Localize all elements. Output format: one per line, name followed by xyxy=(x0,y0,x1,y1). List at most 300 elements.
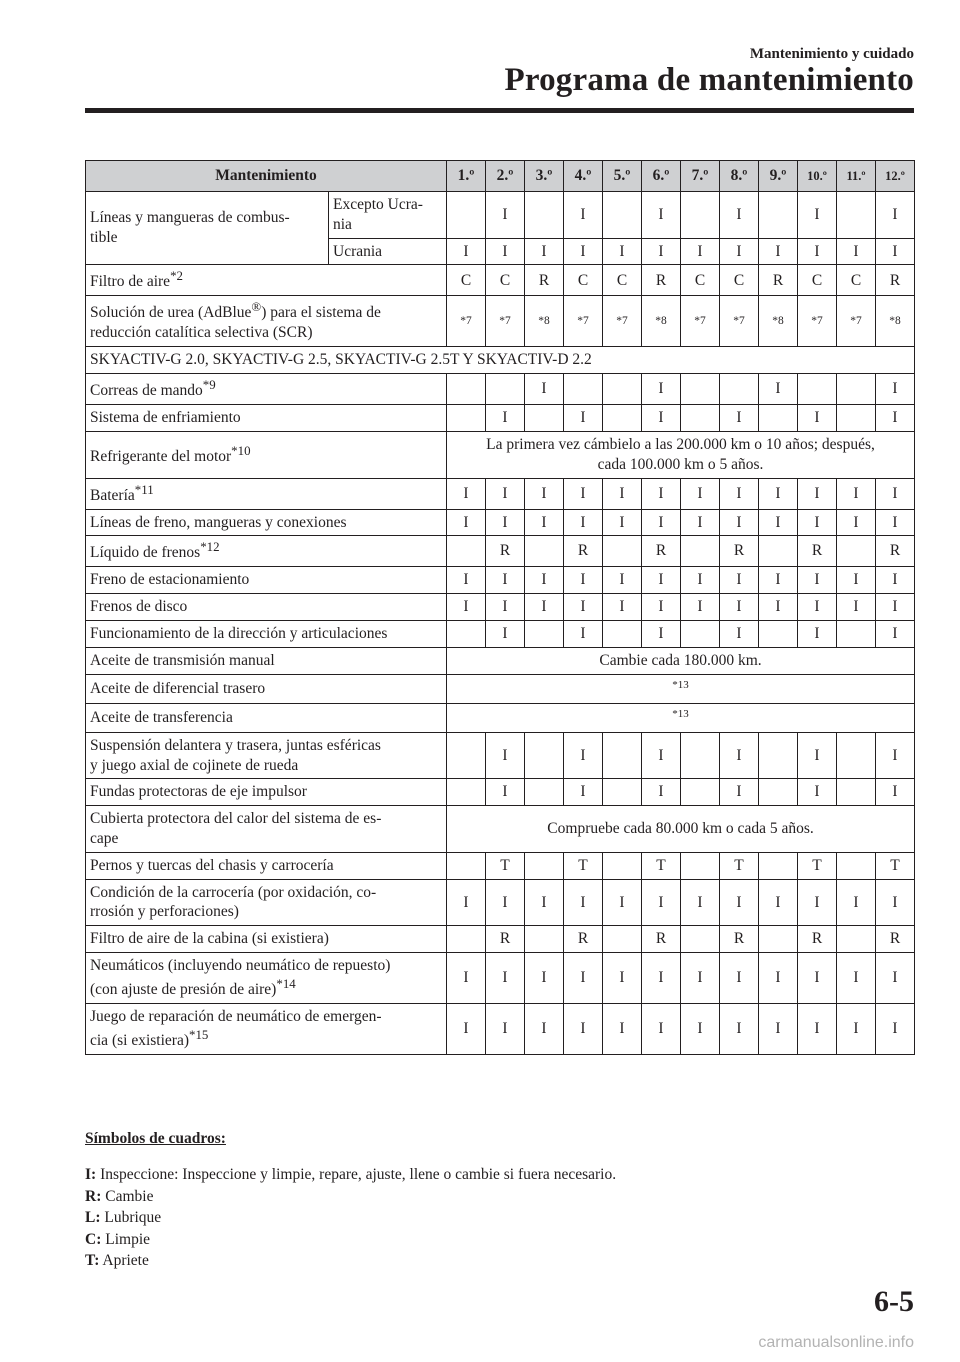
interval-cell: I xyxy=(759,953,798,1004)
interval-cell: I xyxy=(525,509,564,536)
interval-cell xyxy=(837,852,876,879)
interval-cell: I xyxy=(603,567,642,594)
interval-cell xyxy=(681,374,720,405)
interval-cell: I xyxy=(447,879,486,926)
interval-cell xyxy=(681,779,720,806)
interval-cell: I xyxy=(798,953,837,1004)
interval-cell: I xyxy=(837,1003,876,1054)
item-sublabel xyxy=(329,192,447,239)
interval-cell: R xyxy=(525,265,564,296)
item-label xyxy=(86,567,447,594)
span-note-text: La primera vez cámbielo a las 200.000 km o 10 años; después, cada 100.000 km o 5 años. xyxy=(486,435,875,473)
interval-cell: I xyxy=(798,1003,837,1054)
interval-cell xyxy=(447,405,486,432)
interval-cell: *8 xyxy=(876,296,915,347)
interval-cell: *7 xyxy=(564,296,603,347)
interval-cell: *7 xyxy=(720,296,759,347)
interval-cell xyxy=(525,621,564,648)
interval-cell: I xyxy=(486,1003,525,1054)
interval-cell: I xyxy=(486,509,525,536)
interval-cell xyxy=(525,732,564,779)
interval-cell: T xyxy=(876,852,915,879)
table-row xyxy=(86,594,915,621)
item-label xyxy=(86,779,447,806)
interval-cell: C xyxy=(798,265,837,296)
interval-cell: I xyxy=(798,732,837,779)
item-label-text: Aceite de transmisión manual xyxy=(90,651,275,669)
interval-cell: I xyxy=(876,594,915,621)
interval-cell: R xyxy=(720,926,759,953)
table-row xyxy=(86,1003,915,1054)
interval-cell xyxy=(486,374,525,405)
interval-cell xyxy=(447,732,486,779)
interval-cell: *8 xyxy=(525,296,564,347)
interval-cell: *7 xyxy=(681,296,720,347)
interval-cell: I xyxy=(876,509,915,536)
interval-cell xyxy=(564,374,603,405)
item-sublabel-text: Excepto Ucra- nia xyxy=(333,196,423,233)
legend-item xyxy=(85,1164,616,1186)
table-row xyxy=(86,953,915,1004)
table-row xyxy=(86,192,915,239)
interval-header: 6.º xyxy=(642,161,681,192)
interval-cell: R xyxy=(486,926,525,953)
interval-cell: I xyxy=(720,192,759,239)
interval-cell: I xyxy=(603,509,642,536)
interval-cell xyxy=(603,732,642,779)
interval-cell: I xyxy=(525,478,564,509)
item-sublabel xyxy=(329,238,447,265)
interval-cell xyxy=(681,405,720,432)
interval-header: 9.º xyxy=(759,161,798,192)
interval-cell: I xyxy=(837,594,876,621)
interval-cell xyxy=(837,926,876,953)
item-label xyxy=(86,265,447,296)
interval-cell: T xyxy=(798,852,837,879)
item-label-text: Suspensión delantera y trasera, juntas esféricas y juego axial de cojinete de rueda xyxy=(90,736,381,774)
interval-cell: I xyxy=(759,374,798,405)
interval-cell: T xyxy=(564,852,603,879)
table-header-row xyxy=(86,161,915,192)
page-number: 6-5 xyxy=(874,1285,914,1318)
item-label xyxy=(86,594,447,621)
header-rule xyxy=(85,108,914,113)
table-row xyxy=(86,536,915,567)
legend-item xyxy=(85,1207,616,1229)
item-label-text: Aceite de diferencial trasero xyxy=(90,679,266,697)
item-label-text: Líquido de frenos xyxy=(90,544,201,562)
interval-cell: I xyxy=(642,953,681,1004)
interval-cell xyxy=(798,374,837,405)
interval-cell xyxy=(837,732,876,779)
item-label xyxy=(86,374,447,405)
item-label xyxy=(86,647,447,674)
interval-cell: R xyxy=(798,926,837,953)
interval-cell: I xyxy=(681,478,720,509)
interval-cell: I xyxy=(603,238,642,265)
legend xyxy=(85,1164,616,1272)
legend-key: T: xyxy=(85,1252,100,1270)
item-label xyxy=(86,478,447,509)
item-label xyxy=(86,296,447,347)
interval-cell: I xyxy=(720,478,759,509)
interval-cell: I xyxy=(681,238,720,265)
interval-cell: I xyxy=(642,1003,681,1054)
table-row xyxy=(86,478,915,509)
interval-cell: I xyxy=(720,1003,759,1054)
interval-cell: C xyxy=(486,265,525,296)
interval-cell: I xyxy=(759,594,798,621)
item-label xyxy=(86,732,447,779)
table-row xyxy=(86,926,915,953)
interval-cell xyxy=(447,779,486,806)
interval-cell xyxy=(759,405,798,432)
interval-cell: I xyxy=(564,779,603,806)
interval-cell: R xyxy=(759,265,798,296)
section-row-label: SKYACTIV-G 2.0, SKYACTIV-G 2.5, SKYACTIV-G 2.5T Y SKYACTIV-D 2.2 xyxy=(86,347,915,374)
interval-header: 5.º xyxy=(603,161,642,192)
item-label-text: Aceite de transferencia xyxy=(90,708,233,726)
interval-cell xyxy=(525,852,564,879)
interval-cell: I xyxy=(564,567,603,594)
table-row xyxy=(86,674,915,703)
legend-text: Cambie xyxy=(105,1187,154,1205)
span-note-cell xyxy=(447,806,915,853)
interval-cell: R xyxy=(642,926,681,953)
interval-cell: I xyxy=(759,567,798,594)
item-label-tail: ) para el sistema de reducción catalítica selectiva (SCR) xyxy=(90,304,381,342)
interval-header: 4.º xyxy=(564,161,603,192)
interval-cell: R xyxy=(876,265,915,296)
interval-cell: C xyxy=(720,265,759,296)
interval-cell: T xyxy=(486,852,525,879)
interval-header: 8.º xyxy=(720,161,759,192)
interval-cell: R xyxy=(564,536,603,567)
item-label-text: Condición de la carrocería (por oxidación, co- rrosión y perforaciones) xyxy=(90,883,377,921)
interval-cell: I xyxy=(564,621,603,648)
interval-cell: I xyxy=(642,594,681,621)
item-label xyxy=(86,1003,447,1054)
interval-cell: I xyxy=(876,879,915,926)
interval-cell: I xyxy=(876,405,915,432)
item-label-text: Correas de mando xyxy=(90,382,203,400)
interval-header: 3.º xyxy=(525,161,564,192)
interval-cell: I xyxy=(876,374,915,405)
interval-cell: *8 xyxy=(642,296,681,347)
interval-cell: I xyxy=(798,238,837,265)
interval-cell xyxy=(447,536,486,567)
interval-cell: I xyxy=(603,953,642,1004)
section-header: Mantenimiento y cuidado xyxy=(749,46,914,62)
interval-header: 7.º xyxy=(681,161,720,192)
item-label-text: Solución de urea (AdBlue xyxy=(90,304,252,322)
interval-cell: I xyxy=(681,567,720,594)
footnote-ref: *15 xyxy=(188,1026,209,1042)
interval-cell: I xyxy=(876,1003,915,1054)
interval-cell: I xyxy=(447,953,486,1004)
interval-cell: R xyxy=(642,536,681,567)
interval-cell: I xyxy=(642,238,681,265)
interval-cell: R xyxy=(720,536,759,567)
interval-cell: C xyxy=(447,265,486,296)
interval-cell: I xyxy=(486,405,525,432)
interval-cell: *7 xyxy=(486,296,525,347)
legend-key: I: xyxy=(85,1166,97,1183)
interval-cell: I xyxy=(447,478,486,509)
footnote-ref: *14 xyxy=(276,975,296,991)
interval-cell: I xyxy=(759,509,798,536)
table-row xyxy=(86,621,915,648)
item-label-text: Batería xyxy=(90,486,135,504)
footnote-ref: *10 xyxy=(231,442,251,458)
interval-cell: I xyxy=(720,567,759,594)
interval-cell: R xyxy=(564,926,603,953)
interval-cell xyxy=(603,405,642,432)
interval-cell: I xyxy=(642,478,681,509)
interval-cell: I xyxy=(837,567,876,594)
item-label-text: Cubierta protectora del calor del sistema de es- cape xyxy=(90,810,382,847)
interval-cell xyxy=(759,852,798,879)
interval-cell: I xyxy=(759,478,798,509)
interval-cell: I xyxy=(642,779,681,806)
interval-cell: C xyxy=(564,265,603,296)
interval-cell: R xyxy=(876,926,915,953)
table-row xyxy=(86,852,915,879)
interval-cell: I xyxy=(798,621,837,648)
footnote-ref: *12 xyxy=(200,539,220,555)
interval-cell xyxy=(837,621,876,648)
interval-cell: I xyxy=(603,879,642,926)
interval-cell: I xyxy=(798,192,837,239)
interval-cell: I xyxy=(798,779,837,806)
interval-cell xyxy=(603,852,642,879)
footnote-ref: *11 xyxy=(134,481,154,497)
interval-cell: I xyxy=(564,238,603,265)
interval-cell: *7 xyxy=(837,296,876,347)
legend-text: Lubrique xyxy=(104,1209,162,1227)
interval-cell: I xyxy=(876,478,915,509)
registered-mark: ® xyxy=(251,299,262,315)
item-label-text: Pernos y tuercas del chasis y carrocería xyxy=(90,856,334,874)
item-label xyxy=(86,953,447,1004)
table-row xyxy=(86,647,915,674)
interval-cell xyxy=(759,192,798,239)
table-body xyxy=(86,192,915,1055)
interval-cell xyxy=(603,926,642,953)
span-note-text: Cambie cada 180.000 km. xyxy=(599,651,762,669)
watermark: carmanualsonline.info xyxy=(758,1334,914,1351)
footnote-cell xyxy=(447,674,915,703)
item-label xyxy=(86,852,447,879)
interval-cell: I xyxy=(642,405,681,432)
interval-cell: I xyxy=(642,374,681,405)
item-label xyxy=(86,536,447,567)
interval-cell xyxy=(837,405,876,432)
interval-cell xyxy=(681,926,720,953)
interval-cell: I xyxy=(564,1003,603,1054)
footnote-cell xyxy=(447,703,915,732)
interval-cell: I xyxy=(564,953,603,1004)
interval-cell xyxy=(837,374,876,405)
interval-cell xyxy=(525,926,564,953)
interval-cell: I xyxy=(876,621,915,648)
interval-cell: *8 xyxy=(759,296,798,347)
interval-cell: *7 xyxy=(603,296,642,347)
item-label-text: Neumáticos (incluyendo neumático de repuesto) (con ajuste de presión de aire) xyxy=(90,957,391,999)
footnote-ref: *9 xyxy=(202,377,216,393)
interval-cell: I xyxy=(564,879,603,926)
legend-key: R: xyxy=(85,1187,102,1205)
interval-cell: I xyxy=(525,1003,564,1054)
item-label xyxy=(86,431,447,478)
interval-cell: I xyxy=(486,732,525,779)
interval-cell: I xyxy=(681,509,720,536)
interval-cell: I xyxy=(720,594,759,621)
interval-cell: I xyxy=(603,478,642,509)
legend-text: Inspeccione: Inspeccione y limpie, repare, ajuste, llene o cambie si fuera necesario. xyxy=(100,1166,617,1183)
interval-cell xyxy=(759,779,798,806)
legend-key: C: xyxy=(85,1230,102,1248)
interval-cell xyxy=(681,621,720,648)
interval-cell xyxy=(525,405,564,432)
interval-cell: I xyxy=(720,879,759,926)
item-label-text: Funcionamiento de la dirección y articulaciones xyxy=(90,625,388,643)
interval-cell: I xyxy=(798,567,837,594)
interval-cell: I xyxy=(720,953,759,1004)
interval-cell xyxy=(837,779,876,806)
item-label xyxy=(86,405,447,432)
table-row xyxy=(86,296,915,347)
interval-cell: I xyxy=(642,509,681,536)
item-label xyxy=(86,926,447,953)
interval-cell xyxy=(681,192,720,239)
table-row xyxy=(86,779,915,806)
legend-title: Símbolos de cuadros: xyxy=(85,1130,226,1147)
interval-cell: T xyxy=(720,852,759,879)
interval-cell: I xyxy=(447,509,486,536)
interval-cell: I xyxy=(681,1003,720,1054)
interval-cell: I xyxy=(720,779,759,806)
table-row xyxy=(86,567,915,594)
item-label xyxy=(86,806,447,853)
interval-cell: T xyxy=(642,852,681,879)
table-row xyxy=(86,374,915,405)
interval-cell xyxy=(525,192,564,239)
interval-cell: I xyxy=(720,732,759,779)
table-row xyxy=(86,431,915,478)
interval-cell xyxy=(759,621,798,648)
interval-cell: C xyxy=(603,265,642,296)
interval-cell: I xyxy=(642,567,681,594)
interval-header: 2.º xyxy=(486,161,525,192)
table-row xyxy=(86,703,915,732)
interval-cell: I xyxy=(681,879,720,926)
interval-cell xyxy=(837,536,876,567)
interval-cell xyxy=(603,192,642,239)
interval-cell: I xyxy=(564,732,603,779)
interval-cell: I xyxy=(564,405,603,432)
item-label xyxy=(86,703,447,732)
interval-cell: C xyxy=(681,265,720,296)
interval-cell: I xyxy=(720,405,759,432)
interval-header: 1.º xyxy=(447,161,486,192)
interval-cell: I xyxy=(876,567,915,594)
interval-cell: I xyxy=(720,509,759,536)
item-label xyxy=(86,674,447,703)
footnote-ref: *2 xyxy=(170,268,183,284)
item-label-text: Sistema de enfriamiento xyxy=(90,409,241,427)
interval-cell: I xyxy=(447,567,486,594)
interval-cell: I xyxy=(564,192,603,239)
interval-cell: I xyxy=(447,594,486,621)
interval-cell: I xyxy=(798,879,837,926)
interval-cell: I xyxy=(837,478,876,509)
interval-cell: I xyxy=(486,953,525,1004)
interval-cell xyxy=(525,536,564,567)
interval-cell: I xyxy=(603,594,642,621)
maintenance-header: Mantenimiento xyxy=(86,161,447,192)
interval-cell: R xyxy=(876,536,915,567)
interval-cell xyxy=(603,374,642,405)
interval-cell xyxy=(681,732,720,779)
interval-cell: I xyxy=(837,879,876,926)
item-label-text: Refrigerante del motor xyxy=(90,447,232,465)
interval-cell: I xyxy=(837,953,876,1004)
interval-cell xyxy=(525,779,564,806)
interval-cell: I xyxy=(564,478,603,509)
interval-cell: I xyxy=(486,621,525,648)
interval-header: 11.º xyxy=(837,161,876,192)
table-row xyxy=(86,732,915,779)
interval-cell: I xyxy=(876,238,915,265)
interval-cell: *7 xyxy=(447,296,486,347)
item-label-text: Líneas y mangueras de combus- tible xyxy=(90,209,290,247)
interval-cell xyxy=(681,852,720,879)
span-note-cell xyxy=(447,431,915,478)
interval-cell: R xyxy=(642,265,681,296)
legend-text: Apriete xyxy=(102,1252,149,1270)
item-label-text: Freno de estacionamiento xyxy=(90,571,250,589)
interval-cell xyxy=(447,621,486,648)
interval-cell: I xyxy=(486,192,525,239)
interval-cell: I xyxy=(486,779,525,806)
item-label-text: Filtro de aire xyxy=(90,273,171,291)
table-row xyxy=(86,509,915,536)
legend-text: Limpie xyxy=(105,1230,151,1248)
interval-cell: R xyxy=(486,536,525,567)
interval-cell xyxy=(837,192,876,239)
interval-cell: I xyxy=(642,192,681,239)
interval-cell: I xyxy=(876,732,915,779)
interval-cell: I xyxy=(603,1003,642,1054)
interval-cell xyxy=(603,621,642,648)
interval-cell: I xyxy=(798,594,837,621)
interval-cell: I xyxy=(525,238,564,265)
interval-cell: I xyxy=(642,879,681,926)
interval-cell: I xyxy=(759,879,798,926)
interval-cell: I xyxy=(486,879,525,926)
interval-cell: I xyxy=(525,594,564,621)
interval-cell: I xyxy=(720,621,759,648)
interval-cell xyxy=(759,536,798,567)
table-row xyxy=(86,265,915,296)
interval-cell xyxy=(603,779,642,806)
item-label-text: Fundas protectoras de eje impulsor xyxy=(90,783,307,801)
interval-cell: I xyxy=(642,621,681,648)
interval-cell: I xyxy=(759,238,798,265)
span-note-text: *13 xyxy=(672,678,689,691)
interval-header: 12.º xyxy=(876,161,915,192)
